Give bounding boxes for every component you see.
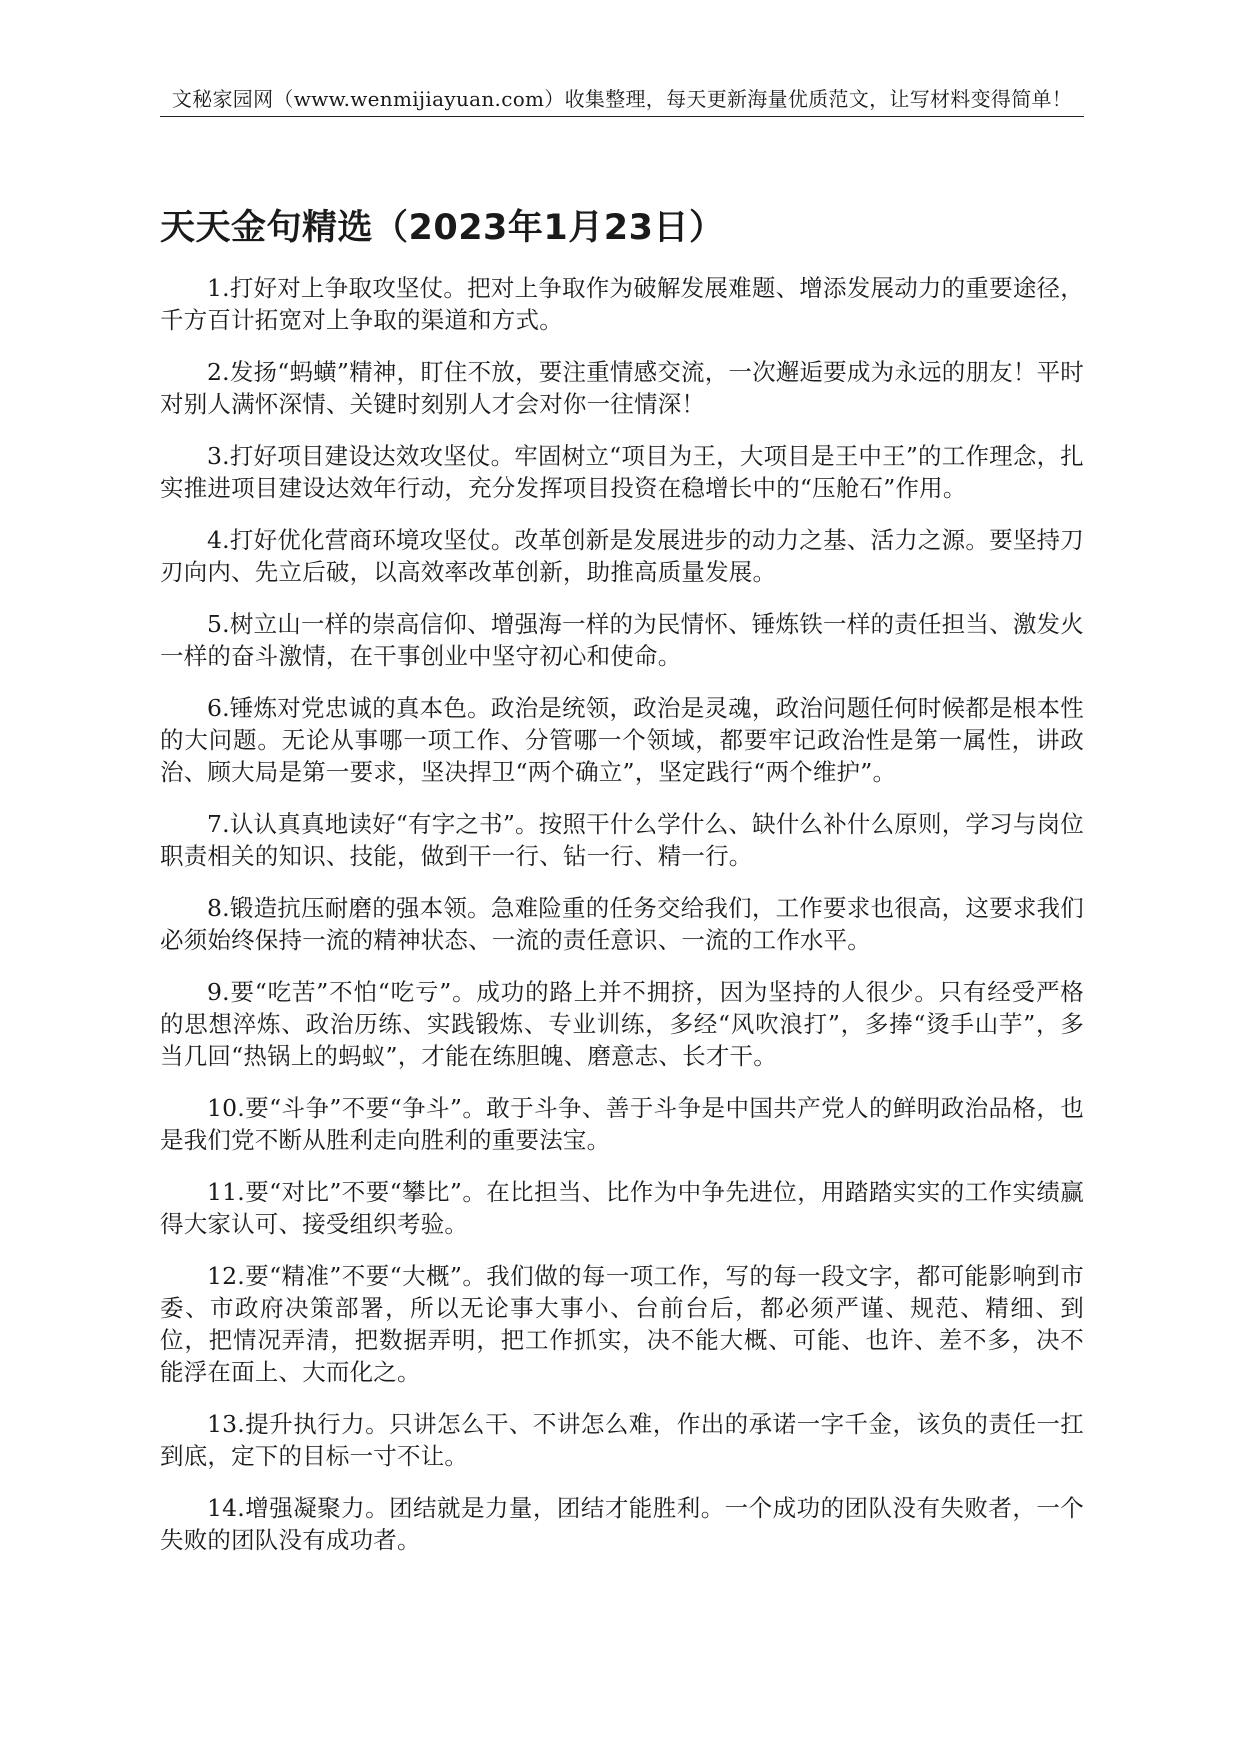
- paragraph: 2.发扬“蚂蟥”精神，盯住不放，要注重情感交流，一次邂逅要成为永远的朋友！平时对别人满怀深情、关键时刻别人才会对你一往情深！: [160, 358, 1084, 418]
- paragraph: 12.要“精准”不要“大概”。我们做的每一项工作，写的每一段文字，都可能影响到市委、市政府决策部署，所以无论事大事小、台前台后，都必须严谨、规范、精细、到位，把情况弄清，把数据弄明，把工作抓实，决不能大概、可能、也许、差不多，决不能浮在面上、大而化之。: [160, 1262, 1084, 1386]
- document-body: [160, 272, 1084, 1576]
- paragraph: 10.要“斗争”不要“争斗”。敢于斗争、善于斗争是中国共产党人的鲜明政治品格，也是我们党不断从胜利走向胜利的重要法宝。: [160, 1094, 1084, 1154]
- document-title: 天天金句精选（2023年1月23日）: [160, 208, 725, 248]
- paragraph: 6.锤炼对党忠诚的真本色。政治是统领，政治是灵魂，政治问题任何时候都是根本性的大问题。无论从事哪一项工作、分管哪一个领域，都要牢记政治性是第一属性，讲政治、顾大局是第一要求，坚决捍卫“两个确立”，坚定践行“两个维护”。: [160, 694, 1084, 786]
- paragraph: 8.锻造抗压耐磨的强本领。急难险重的任务交给我们，工作要求也很高，这要求我们必须始终保持一流的精神状态、一流的责任意识、一流的工作水平。: [160, 894, 1084, 954]
- paragraph: 4.打好优化营商环境攻坚仗。改革创新是发展进步的动力之基、活力之源。要坚持刀刃向内、先立后破，以高效率改革创新，助推高质量发展。: [160, 526, 1084, 586]
- paragraph: 3.打好项目建设达效攻坚仗。牢固树立“项目为王，大项目是王中王”的工作理念，扎实推进项目建设达效年行动，充分发挥项目投资在稳增长中的“压舱石”作用。: [160, 442, 1084, 502]
- paragraph: 11.要“对比”不要“攀比”。在比担当、比作为中争先进位，用踏踏实实的工作实绩赢得大家认可、接受组织考验。: [160, 1178, 1084, 1238]
- paragraph: 13.提升执行力。只讲怎么干、不讲怎么难，作出的承诺一字千金，该负的责任一扛到底，定下的目标一寸不让。: [160, 1410, 1084, 1470]
- paragraph: 9.要“吃苦”不怕“吃亏”。成功的路上并不拥挤，因为坚持的人很少。只有经受严格的思想淬炼、政治历练、实践锻炼、专业训练，多经“风吹浪打”，多捧“烫手山芋”，多当几回“热锅上的蚂蚁”，才能在练胆魄、磨意志、长才干。: [160, 978, 1084, 1070]
- paragraph: 7.认认真真地读好“有字之书”。按照干什么学什么、缺什么补什么原则，学习与岗位职责相关的知识、技能，做到干一行、钻一行、精一行。: [160, 810, 1084, 870]
- paragraph: 1.打好对上争取攻坚仗。把对上争取作为破解发展难题、增添发展动力的重要途径，千方百计拓宽对上争取的渠道和方式。: [160, 274, 1084, 334]
- paragraph: 5.树立山一样的崇高信仰、增强海一样的为民情怀、锤炼铁一样的责任担当、激发火一样的奋斗激情，在干事创业中坚守初心和使命。: [160, 610, 1084, 670]
- paragraph: 14.增强凝聚力。团结就是力量，团结才能胜利。一个成功的团队没有失败者，一个失败的团队没有成功者。: [160, 1494, 1084, 1554]
- page-header: 文秘家园网（www.wenmijiayuan.com）收集整理，每天更新海量优质范文，让写材料变得简单！: [160, 84, 1084, 117]
